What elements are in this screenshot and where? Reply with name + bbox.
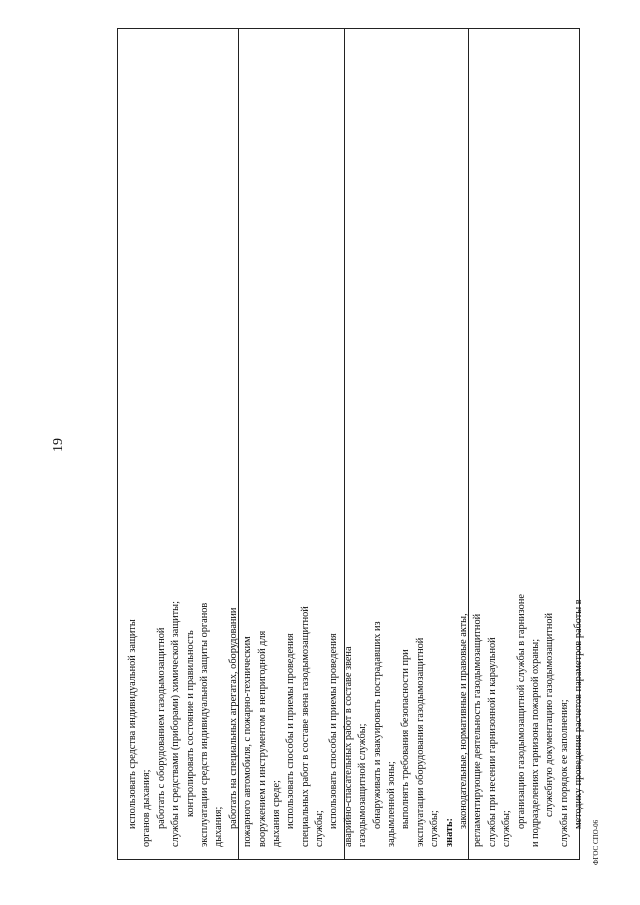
text-line: службы при несении гарнизонной и караульной [486,637,498,847]
text-line: службы и порядок ее заполнения; [558,699,570,847]
text-line: и подразделениях гарнизона пожарной охраны; [529,638,541,847]
table-text-cell [126,531,587,847]
text-line: законодательные, нормативные и правовые акты, [457,613,469,829]
text-line: обнаруживать и эвакуировать пострадавших из [371,621,383,829]
text-line: использовать способы и приемы проведения [285,633,297,829]
text-line: задымленной зоны; [386,761,398,847]
text-line: эксплуатации оборудования газодымозащитной [414,637,426,847]
text-line: службы; [501,810,513,847]
text-line: служебную документацию газодымозащитной [544,613,556,817]
text-line: газодымозащитной службы; [357,723,369,847]
text-line: вооружением и инструментом в непригодной для [256,630,268,847]
text-line: регламентирующие деятельность газодымозащитной [472,613,484,847]
text-line: аварийно-спасательных работ в составе звена [342,646,354,847]
text-line: знать: [443,818,455,847]
text-line: методику проведения расчетов параметров работы в [573,599,585,829]
text-line: контролировать состояние и правильность [184,630,196,817]
text-line: использовать способы и приемы проведения [328,633,340,829]
competency-table [117,28,585,860]
text-line: выполнять требования безопасности при [400,649,412,829]
text-line: работать на специальных агрегатах, оборудовании [227,607,239,829]
text-line: использовать средства индивидуальной защиты [127,619,138,829]
text-line: дыхания; [213,806,225,847]
text-line: организацию газодымозащитной службы в гарнизоне [515,594,527,829]
text-line: дыхания среде; [270,780,282,847]
text-line: работать с оборудованием газодымозащитной [155,627,167,829]
table-wrapper [117,28,585,860]
text-line: специальных работ в составе звена газодымозащитной [299,606,311,847]
text-line: службы; [314,810,326,847]
page-number: 19 [51,438,66,452]
footer-code: ФГОС СПО-06 [592,819,600,865]
text-line: пожарного автомобиля, с пожарно-техническим [242,636,254,847]
text-line: эксплуатации средств индивидуальной защиты органов [198,602,210,847]
text-line: органов дыхания; [141,769,153,847]
text-line: службы и средствами (приборами) химической защиты; [170,601,182,847]
text-line: службы; [429,810,441,847]
